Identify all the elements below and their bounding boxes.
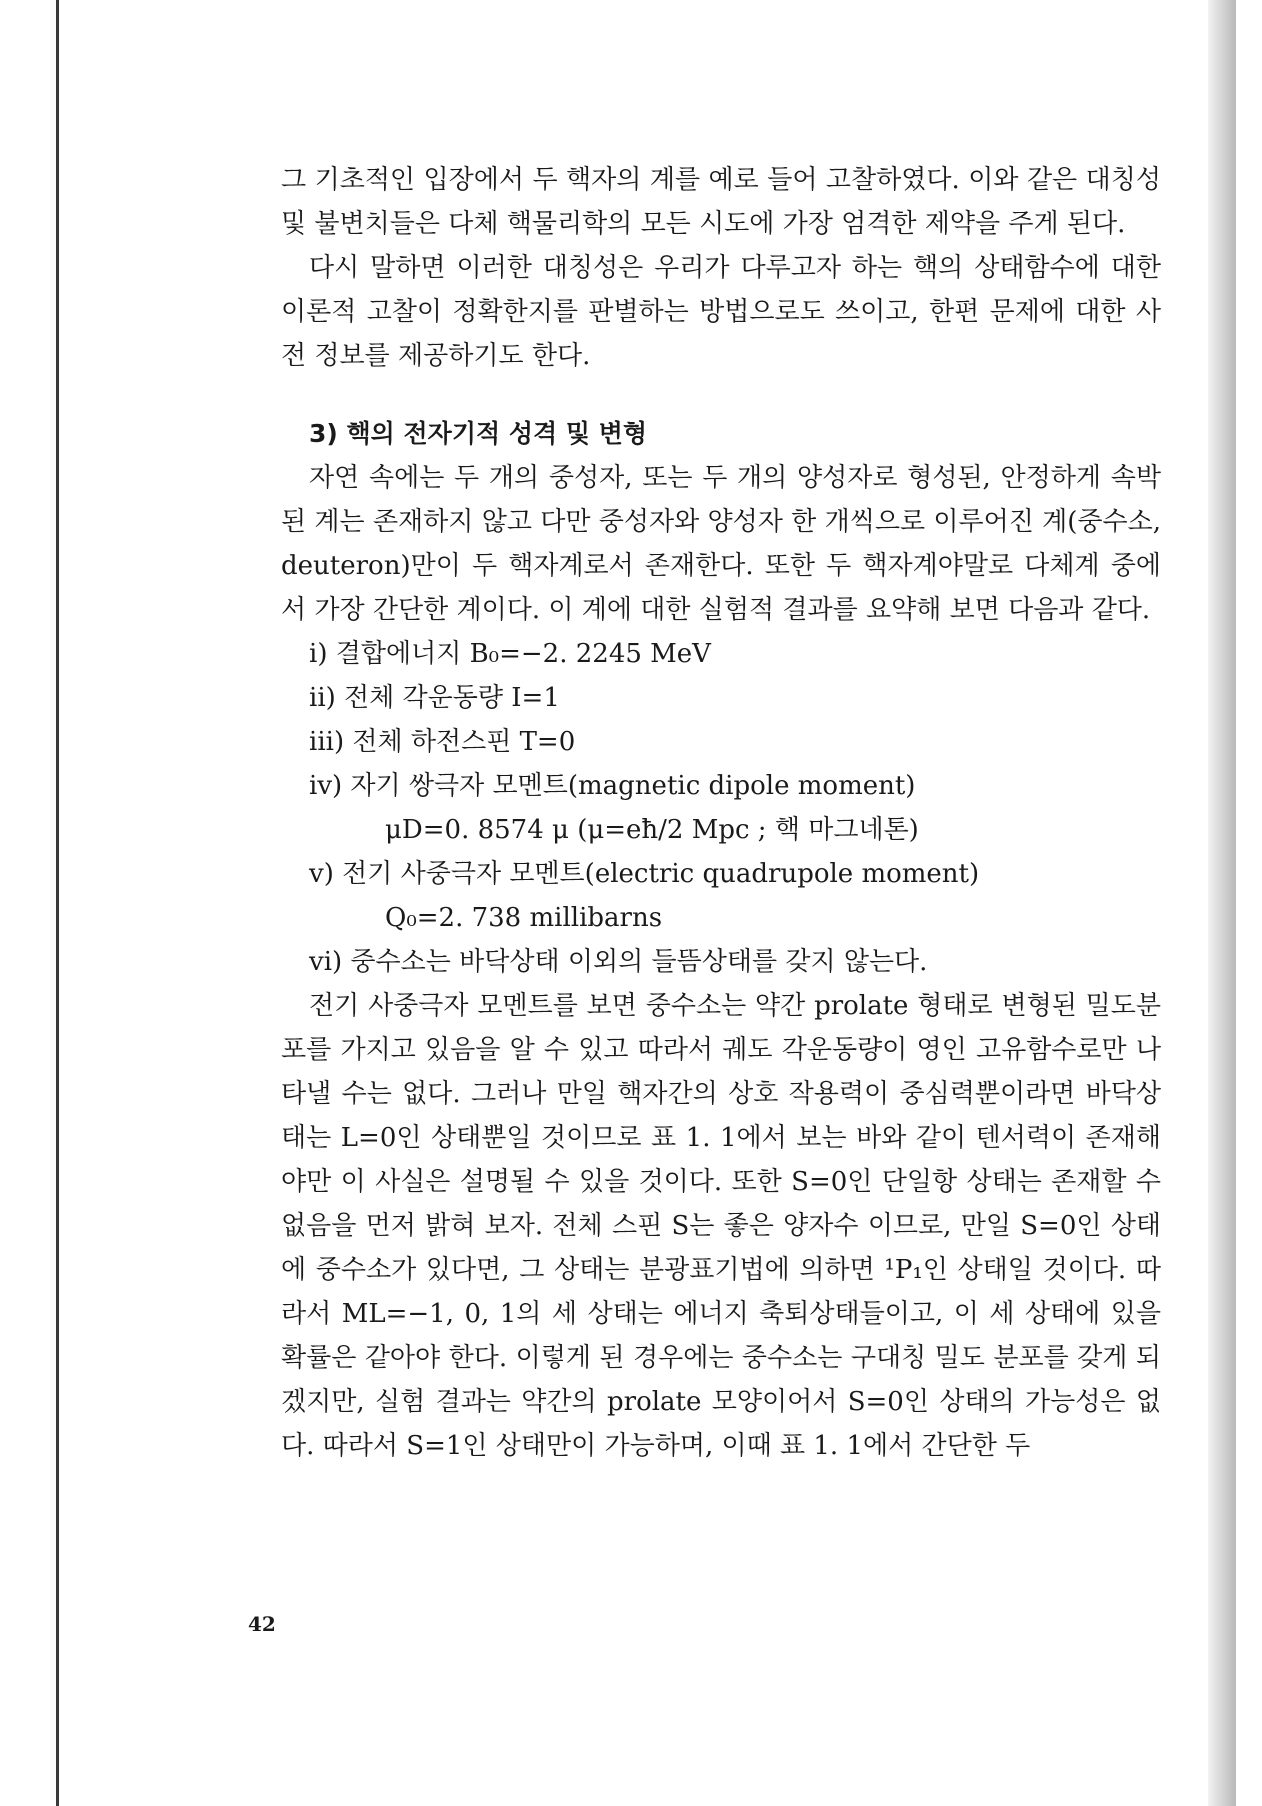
page-text [281,158,1161,1468]
paragraph-2: 다시 말하면 이러한 대칭성은 우리가 다루고자 하는 핵의 상태함수에 대한 이론적 고찰이 정확한지를 판별하는 방법으로도 쓰이고, 한편 문제에 대한 사전 정보를 제공하기도 한다. [281,253,1161,371]
result-item-electric-quadrupole-value: Q₀=2. 738 millibarns [385,903,663,933]
page-number: 42 [248,1612,276,1636]
book-spine-shadow [1208,0,1236,1806]
book-page [56,0,1236,1806]
result-item-magnetic-dipole-value: μD=0. 8574 μ (μ=eħ/2 Mpc ; 핵 마그네톤) [385,815,919,845]
result-item-angular-momentum: ii) 전체 각운동량 I=1 [309,683,560,713]
result-item-isospin: iii) 전체 하전스핀 T=0 [309,727,576,757]
result-item-magnetic-dipole: iv) 자기 쌍극자 모멘트(magnetic dipole moment) [309,771,916,801]
section-heading: 3) 핵의 전자기적 성격 및 변형 [309,419,647,448]
result-item-binding-energy: i) 결합에너지 B₀=−2. 2245 MeV [309,639,711,669]
result-item-no-excited-states: vi) 중수소는 바닥상태 이외의 들뜸상태를 갖지 않는다. [309,947,928,977]
paragraph-1: 그 기초적인 입장에서 두 핵자의 계를 예로 들어 고찰하였다. 이와 같은 대칭성 및 불변치들은 다체 핵물리학의 모든 시도에 가장 엄격한 제약을 주게 된다. [281,165,1161,239]
result-item-electric-quadrupole: v) 전기 사중극자 모멘트(electric quadrupole moment) [309,859,980,889]
section-body: 전기 사중극자 모멘트를 보면 중수소는 약간 prolate 형태로 변형된 밀도분포를 가지고 있음을 알 수 있고 따라서 궤도 각운동량이 영인 고유함수로만 나타낼 수는 없다. 그러나 만일 핵자간의 상호 작용력이 중심력뿐이라면 바닥상태는 L=0인 상태뿐일 것이므로 표 1. 1에서 보는 바와 같이 텐서력이 존재해야만 이 사실은 설명될 수 있을 것이다. 또한 S=0인 단일항 상태는 존재할 수 없음을 먼저 밝혀 보자. 전체 스핀 S는 좋은 양자수 이므로, 만일 S=0인 상태에 중수소가 있다면, 그 상태는 분광표기법에 의하면 ¹P₁인 상태일 것이다. 따라서 ML=−1, 0, 1의 세 상태는 에너지 축퇴상태들이고, 이 세 상태에 있을 확률은 같아야 한다. 이렇게 된 경우에는 중수소는 구대칭 밀도 분포를 갖게 되겠지만, 실험 결과는 약간의 prolate 모양이어서 S=0인 상태의 가능성은 없다. 따라서 S=1인 상태만이 가능하며, 이때 표 1. 1에서 간단한 두 [281,991,1161,1461]
section-intro: 자연 속에는 두 개의 중성자, 또는 두 개의 양성자로 형성된, 안정하게 속박된 계는 존재하지 않고 다만 중성자와 양성자 한 개씩으로 이루어진 계(중수소, deuteron)만이 두 핵자계로서 존재한다. 또한 두 핵자계야말로 다체계 중에서 가장 간단한 계이다. 이 계에 대한 실험적 결과를 요약해 보면 다음과 같다. [281,463,1161,625]
